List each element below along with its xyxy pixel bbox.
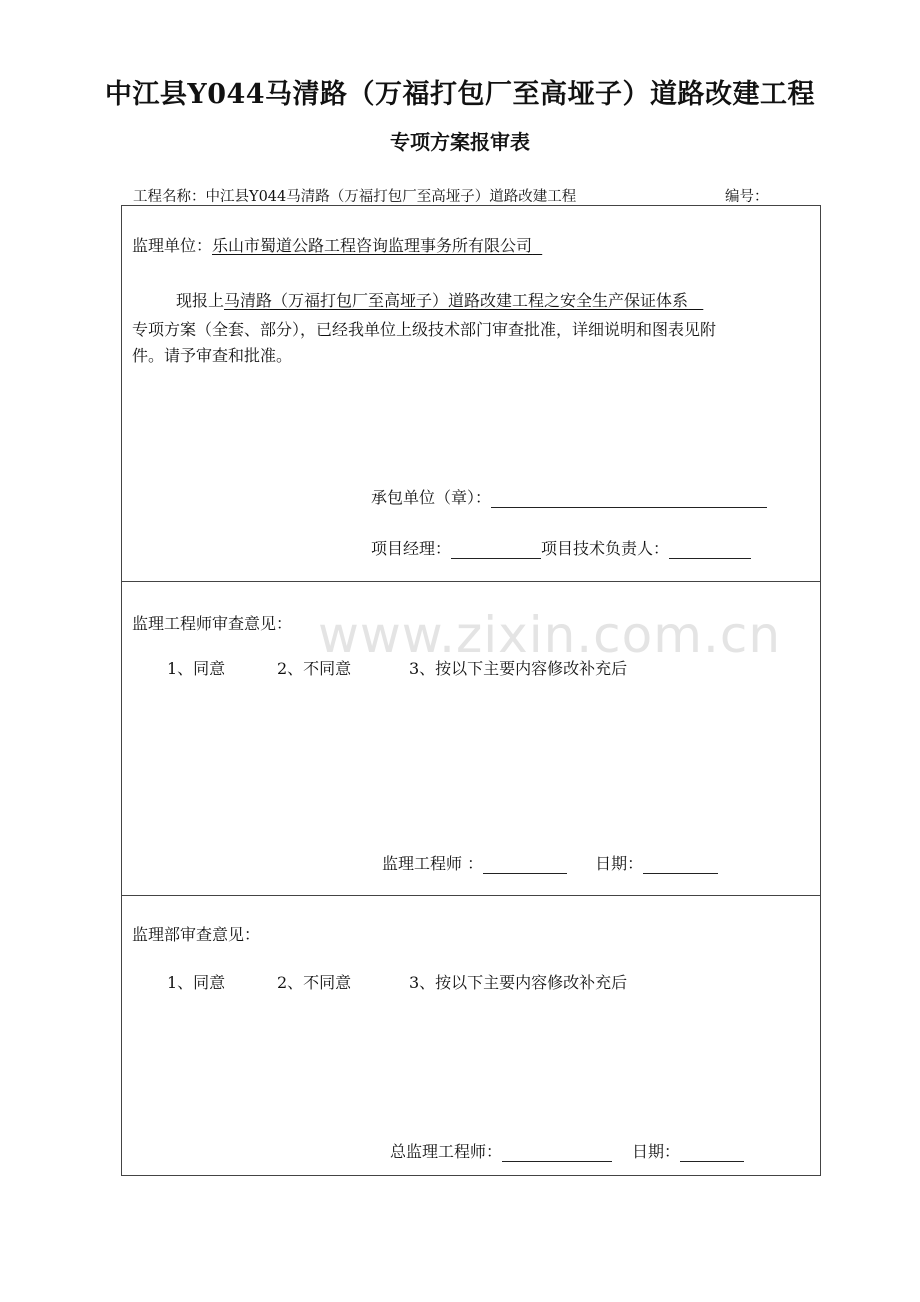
contractor-signature-field[interactable]: [491, 491, 767, 508]
supervisor-name: 乐山市蜀道公路工程咨询监理事务所有限公司: [212, 236, 533, 255]
contractor-label: 承包单位（章）：: [371, 488, 492, 507]
submission-line-3: 件。请予审查和批准。: [132, 346, 293, 365]
chief-sign-line: [390, 1139, 744, 1162]
engineer-signature-field[interactable]: [483, 857, 567, 874]
engineer-option-agree[interactable]: 1、同意: [167, 659, 226, 678]
document-title: 中江县Y044马清路（万福打包厂至高垭子）道路改建工程: [104, 79, 816, 110]
department-review-section: [122, 895, 820, 1175]
engineer-review-heading: 监理工程师审查意见：: [132, 614, 293, 633]
engineer-option-disagree[interactable]: 2、不同意: [277, 659, 352, 678]
engineer-date-field[interactable]: [643, 857, 718, 874]
watermark: www.zixin.com.cn: [318, 606, 782, 664]
submit-subject: 马清路（万福打包厂至高垭子）道路改建工程之安全生产保证体系: [224, 291, 689, 310]
document-subtitle: 专项方案报审表: [390, 130, 530, 154]
tech-signature-field[interactable]: [669, 542, 751, 559]
pm-signature-field[interactable]: [451, 542, 541, 559]
tech-label: 项目技术负责人：: [541, 539, 670, 558]
engineer-date-label: 日期：: [595, 854, 644, 873]
engineer-review-section: [122, 581, 820, 896]
submission-line-2: 专项方案（全套、部分），已经我单位上级技术部门审查批准，详细说明和图表见附: [132, 320, 717, 339]
department-option-agree[interactable]: 1、同意: [167, 973, 226, 992]
department-option-revise[interactable]: 3、按以下主要内容修改补充后: [409, 973, 628, 992]
approval-form: [121, 205, 821, 1176]
department-option-disagree[interactable]: 2、不同意: [277, 973, 352, 992]
engineer-option-revise[interactable]: 3、按以下主要内容修改补充后: [409, 659, 628, 678]
number-label: 编号：: [725, 189, 769, 205]
contractor-line: [371, 485, 767, 508]
submission-section: [122, 206, 820, 582]
project-label: 工程名称：: [133, 189, 206, 205]
project-name-line: [133, 185, 576, 206]
chief-date-field[interactable]: [680, 1145, 744, 1162]
engineer-signer-label: 监理工程师 ：: [382, 854, 484, 873]
department-review-heading: 监理部审查意见：: [132, 925, 261, 944]
chief-signer-label: 总监理工程师：: [390, 1142, 503, 1161]
project-name: 中江县Y044马清路（万福打包厂至高垭子）道路改建工程: [205, 189, 577, 205]
engineer-sign-line: [382, 851, 718, 874]
supervisor-label: 监理单位：: [132, 236, 213, 255]
chief-date-label: 日期：: [632, 1142, 681, 1161]
submit-prefix: 现报上: [176, 291, 225, 310]
pm-label: 项目经理：: [371, 539, 452, 558]
manager-line: [371, 536, 751, 559]
supervisor-line: [132, 233, 542, 256]
chief-signature-field[interactable]: [502, 1145, 612, 1162]
submission-line-1: [176, 288, 703, 311]
